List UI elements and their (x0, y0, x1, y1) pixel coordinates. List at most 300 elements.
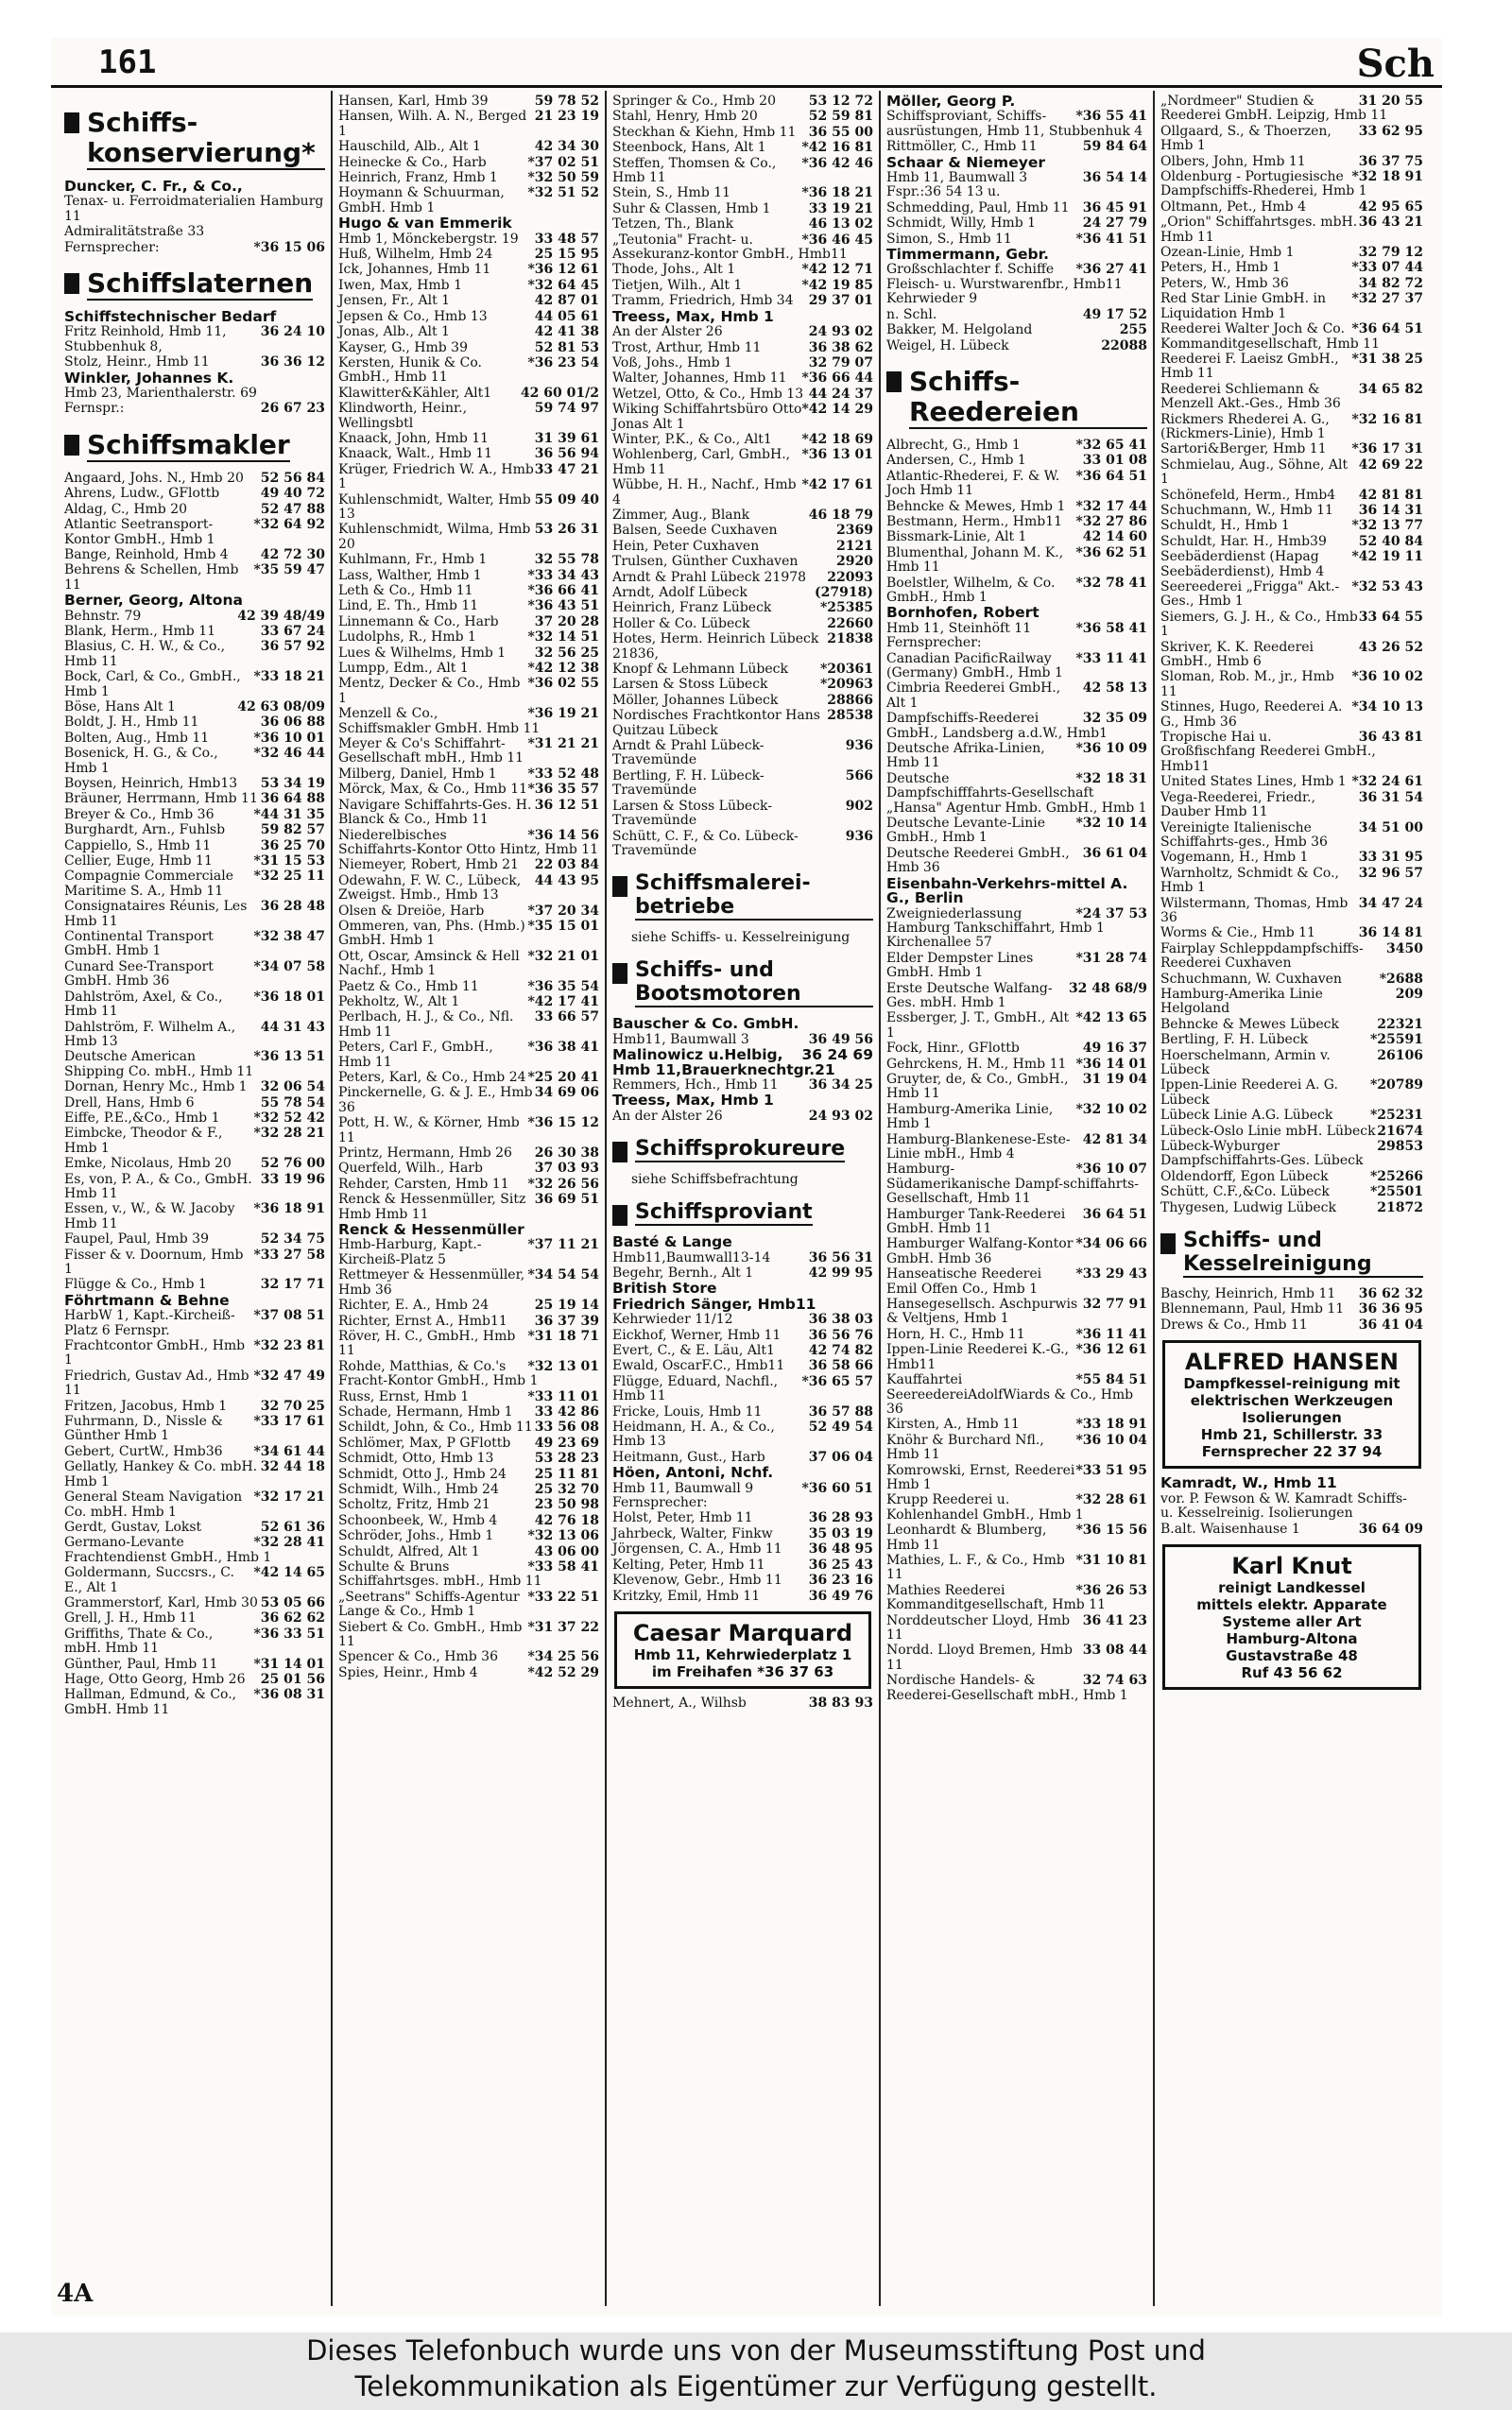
directory-entry (886, 1493, 1147, 1523)
entry-name: Schmielau, Aug., Söhne, Alt 1 (1160, 456, 1349, 488)
phone-number: 33 19 21 (808, 200, 873, 216)
entry-name: Albrecht, G., Hmb 1 (886, 437, 1021, 453)
entry-name: Hmb 1, Mönckebergstr. 19 (338, 231, 519, 247)
directory-entry (612, 694, 873, 708)
phone-number: *32 13 77 (1351, 518, 1423, 534)
entry-name: Schmidt, Otto, Hmb 13 (338, 1451, 494, 1467)
directory-entry (64, 670, 325, 699)
entry-name: Komrowski, Ernst, Reederei Hmb 1 (886, 1462, 1075, 1492)
directory-entry (338, 1178, 599, 1192)
entry-name: vor. P. Fewson & W. Kamradt Schiffs- u. Kesselreinig. Isolierungen (1160, 1490, 1407, 1522)
directory-entry (886, 1011, 1147, 1041)
directory-entry (338, 1238, 599, 1267)
directory-entry (612, 1359, 873, 1373)
directory-entry (64, 1521, 325, 1535)
phone-number: 34 65 82 (1358, 381, 1423, 397)
phone-number: 36 36 12 (260, 354, 325, 370)
directory-entry (338, 95, 599, 109)
phone-number: *36 02 55 (527, 676, 599, 692)
phone-number: 37 20 28 (534, 613, 599, 629)
directory-entry (886, 1674, 1147, 1703)
directory-entry (64, 225, 325, 239)
phone-number: 36 62 32 (1358, 1286, 1423, 1302)
entry-name: Gerdt, Gustav, Lokst (64, 1519, 202, 1535)
phone-number: 42 72 30 (260, 546, 325, 562)
entry-name: Gruyter, de, & Co., GmbH., Hmb 11 (886, 1071, 1069, 1102)
phone-number: 53 26 31 (534, 522, 599, 538)
phone-number: 25 01 56 (260, 1671, 325, 1687)
section-marker-icon (612, 876, 627, 897)
directory-entry (886, 339, 1147, 353)
entry-name: Malinowicz u.Helbig, Hmb 11,Brauerknechtgr.21 (612, 1046, 835, 1078)
phone-number: *32 17 44 (1075, 498, 1147, 514)
advertisement-box (614, 1611, 871, 1689)
directory-entry (1160, 775, 1423, 789)
entry-name: Fernspr.: (64, 401, 125, 417)
entry-name: Reederei Schliemann & Menzell Akt.-Ges., Hmb 36 (1160, 381, 1341, 412)
phone-number: 36 41 04 (1358, 1317, 1423, 1333)
phone-number: *25591 (1369, 1032, 1423, 1048)
directory-entry (1160, 1523, 1423, 1537)
directory-entry (64, 310, 325, 324)
directory-entry (886, 1644, 1147, 1673)
entry-name: Fritzen, Jacobus, Hmb 1 (64, 1398, 228, 1414)
entry-name: Thode, Johs., Alt 1 (612, 262, 736, 278)
directory-entry (64, 823, 325, 837)
directory-entry (886, 1523, 1147, 1553)
directory-entry (64, 1291, 325, 1309)
directory-entry (1160, 170, 1423, 199)
phone-number: 36 61 04 (1082, 845, 1147, 861)
entry-name: Hmb11,Baumwall13-14 (612, 1249, 771, 1265)
directory-entry (886, 1614, 1147, 1644)
directory-entry (886, 1418, 1147, 1432)
directory-entry (338, 980, 599, 994)
phone-number: 34 47 24 (1358, 895, 1423, 911)
phone-number: 3450 (1386, 940, 1423, 956)
phone-number: 25 32 70 (534, 1481, 599, 1497)
phone-number: *36 10 02 (1351, 669, 1423, 685)
phone-number: *31 18 71 (527, 1328, 599, 1344)
directory-entry (886, 1133, 1147, 1162)
phone-number: *36 66 41 (527, 583, 599, 598)
phone-number: 32 79 07 (808, 354, 873, 370)
entry-name: Bolten, Aug., Hmb 11 (64, 730, 210, 746)
section-title: Schiffs- und Bootsmotoren (635, 958, 873, 1007)
directory-entry (612, 601, 873, 615)
entry-name: Dornan, Henry Mc., Hmb 1 (64, 1079, 248, 1095)
entry-name: Remmers, Hch., Hmb 11 (612, 1076, 779, 1093)
phone-number: 59 82 57 (260, 822, 325, 838)
phone-number: *42 16 81 (801, 140, 873, 156)
phone-number: *44 31 35 (253, 806, 325, 822)
directory-entry (886, 308, 1147, 322)
phone-number: 36 37 75 (1358, 153, 1423, 169)
phone-number: 25 19 14 (534, 1298, 599, 1314)
directory-entry (338, 263, 599, 277)
directory-entry (338, 707, 599, 736)
directory-entry (612, 387, 873, 402)
phone-number: *36 41 51 (1075, 231, 1147, 247)
entry-name: Blasius, C. H. W., & Co., Hmb 11 (64, 639, 226, 669)
directory-entry (612, 1482, 873, 1511)
entry-name: Klevenow, Gebr., Hmb 11 (612, 1573, 782, 1589)
footer-line-1: Dieses Telefonbuch wurde uns von der Museumsstiftung Post und (306, 2334, 1206, 2367)
phone-number: *36 10 04 (1075, 1432, 1147, 1448)
directory-entry (1160, 1140, 1423, 1169)
entry-name: Larsen & Stoss Lübeck-Travemünde (612, 798, 773, 829)
directory-entry (64, 808, 325, 822)
entry-name: Mörck, Max, & Co., Hmb 11 (338, 782, 528, 798)
phone-number: 36 57 88 (808, 1403, 873, 1420)
phone-number: *36 11 41 (1075, 1326, 1147, 1342)
phone-number: *37 20 34 (527, 903, 599, 919)
phone-number: 43 06 00 (534, 1543, 599, 1559)
directory-entry (612, 433, 873, 447)
entry-name: Vogemann, H., Hmb 1 (1160, 850, 1309, 866)
directory-entry (612, 341, 873, 355)
directory-entry (886, 216, 1147, 231)
phone-number: 36 14 31 (1358, 502, 1423, 518)
directory-entry (338, 630, 599, 645)
phone-number: *42 12 38 (527, 661, 599, 677)
phone-number: *31 10 81 (1075, 1552, 1147, 1568)
directory-entry (612, 1093, 873, 1108)
entry-name: Tenax- u. Ferroidmaterialien Hamburg 11 (64, 194, 324, 224)
entry-name: Niemeyer, Robert, Hmb 21 (338, 857, 519, 873)
phone-number: *25501 (1369, 1184, 1423, 1200)
directory-entry (338, 920, 599, 949)
phone-number: *42 17 61 (801, 477, 873, 493)
directory-entry (64, 1460, 325, 1489)
entry-name: Klawitter&Kähler, Alt1 (338, 385, 492, 401)
entry-name: Atlantic Seetransport-Kontor GmbH., Hmb 1 (64, 517, 215, 547)
entry-name: Hallman, Edmund, & Co., GmbH. Hmb 11 (64, 1687, 237, 1717)
phone-number: 22321 (1377, 1016, 1423, 1032)
entry-name: Fairplay Schleppdampfschiffs-Reederei Cuxhaven (1160, 940, 1364, 972)
phone-number: 42 95 65 (1358, 198, 1423, 215)
phone-number: 25 11 81 (534, 1466, 599, 1482)
phone-number: 52 81 53 (534, 339, 599, 355)
directory-entry (886, 1298, 1147, 1327)
phone-number: *32 64 45 (527, 277, 599, 293)
directory-entry (1160, 215, 1423, 245)
directory-entry (886, 546, 1147, 576)
directory-entry (338, 140, 599, 154)
phone-number: 32 74 63 (1082, 1673, 1147, 1689)
directory-entry (1160, 641, 1423, 670)
phone-number: 22 03 84 (534, 857, 599, 873)
phone-number: 52 61 36 (260, 1519, 325, 1535)
entry-name: Tropische Hai u. Großfischfang Reederei GmbH., Hmb11 (1160, 730, 1376, 774)
phone-number: *2688 (1379, 971, 1423, 987)
phone-number: 49 40 72 (260, 486, 325, 502)
phone-number: *34 10 13 (1351, 699, 1423, 715)
directory-entry (612, 586, 873, 600)
entry-name: Hmb 11, Baumwall 3 Fspr.:36 54 13 u. (886, 170, 1028, 200)
directory-entry (886, 153, 1147, 171)
entry-name: Red Star Linie GmbH. in Liquidation Hmb 1 (1160, 291, 1326, 321)
directory-entry (338, 1010, 599, 1040)
entry-name: Schütt, C. F., & Co. Lübeck-Travemünde (612, 828, 799, 858)
entry-name: Heinrich, Franz, Hmb 1 (338, 170, 498, 186)
phone-number: 42 74 82 (808, 1343, 873, 1358)
directory-entry (886, 1162, 1147, 1206)
directory-entry (338, 402, 599, 431)
phone-number: 36 28 93 (808, 1510, 873, 1526)
directory-entry (1160, 292, 1423, 321)
phone-number: 37 03 93 (534, 1161, 599, 1177)
phone-number: *32 27 86 (1075, 513, 1147, 529)
directory-entry (886, 530, 1147, 544)
entry-name: Weigel, H. Lübeck (886, 337, 1009, 353)
directory-entry (338, 799, 599, 828)
entry-name: „Orion" Schiffahrtsges. mbH. Hmb 11 (1160, 215, 1358, 245)
phone-number: *36 23 54 (527, 354, 599, 370)
phone-number: 52 34 75 (260, 1231, 325, 1248)
directory-entry (886, 622, 1147, 651)
entry-name: Fisser & v. Doornum, Hmb 1 (64, 1247, 244, 1277)
entry-name: Drews & Co., Hmb 11 (1160, 1317, 1308, 1333)
directory-entry (612, 1558, 873, 1573)
directory-entry (64, 777, 325, 791)
directory-entry (338, 783, 599, 797)
column-1 (59, 91, 333, 2306)
entry-name: Rittmöller, C., Hmb 11 (886, 139, 1038, 155)
directory-entry (1160, 973, 1423, 987)
phone-number: *32 24 61 (1351, 774, 1423, 790)
entry-name: Friedrich, Gustav Ad., Hmb 11 (64, 1368, 249, 1399)
phone-number: 21 23 19 (534, 109, 599, 125)
phone-number: *32 13 06 (527, 1528, 599, 1544)
entry-name: Pott, H. W., & Körner, Hmb 11 (338, 1115, 520, 1145)
directory-entry (64, 960, 325, 990)
entry-name: Schlömer, Max, P GFlottb (338, 1435, 511, 1451)
directory-entry (64, 1309, 325, 1338)
phone-number: 43 26 52 (1358, 639, 1423, 655)
phone-number: *32 21 01 (527, 948, 599, 964)
phone-number: 209 (1395, 986, 1423, 1002)
entry-name: Andersen, C., Hmb 1 (886, 453, 1026, 469)
entry-name: Jonas, Alb., Alt 1 (338, 324, 450, 340)
directory-entry (886, 652, 1147, 681)
section-title: Schiffs-Reedereien (909, 367, 1147, 429)
entry-name: Kuhlenschmidt, Walter, Hmb 13 (338, 491, 531, 522)
directory-entry (612, 1078, 873, 1093)
phone-number: *20361 (819, 662, 873, 678)
phone-number: 46 18 79 (808, 507, 873, 523)
phone-number: 21838 (827, 631, 873, 647)
directory-entry (1160, 1287, 1423, 1301)
phone-number: 36 43 81 (1358, 730, 1423, 746)
phone-number: 44 31 43 (260, 1019, 325, 1035)
phone-number: *33 29 43 (1075, 1266, 1147, 1282)
entry-name: Hanseatische Reederei Emil Offen Co., Hmb 1 (886, 1266, 1042, 1297)
entry-name: Böse, Hans Alt 1 (64, 698, 176, 714)
entry-name: Bakker, M. Helgoland (886, 322, 1033, 338)
entry-name: Simon, S., Hmb 11 (886, 231, 1012, 247)
phone-number: 33 48 57 (534, 231, 599, 247)
column-3 (607, 91, 881, 2306)
entry-name: Hein, Peter Cuxhaven (612, 538, 760, 554)
directory-entry (1160, 353, 1423, 382)
entry-name: Richter, Ernst A., Hmb11 (338, 1313, 507, 1329)
phone-number: 36 64 51 (1082, 1206, 1147, 1222)
directory-page (51, 38, 1442, 2315)
phone-number: 36 25 70 (260, 837, 325, 853)
entry-name: Sloman, Rob. M., jr., Hmb 11 (1160, 669, 1334, 699)
directory-entry (1160, 611, 1423, 640)
directory-entry (886, 907, 1147, 951)
phone-number: *32 52 42 (253, 1110, 325, 1126)
directory-entry (64, 1202, 325, 1231)
directory-entry (886, 952, 1147, 981)
directory-entry (1160, 1049, 1423, 1078)
phone-number: 936 (845, 828, 873, 844)
directory-entry (612, 95, 873, 109)
entry-name: Milberg, Daniel, Hmb 1 (338, 766, 497, 782)
directory-entry (64, 1445, 325, 1459)
entry-name: Bertling, F. H. Lübeck-Travemünde (612, 767, 765, 799)
directory-entry (64, 1627, 325, 1657)
phone-number: *34 07 58 (253, 958, 325, 974)
directory-entry (612, 1574, 873, 1588)
phone-number: *42 52 29 (527, 1664, 599, 1680)
entry-name: Siebert & Co. GmbH., Hmb 11 (338, 1619, 523, 1650)
phone-number: *32 23 81 (253, 1338, 325, 1354)
directory-columns (59, 91, 1442, 2306)
phone-number: *33 22 51 (527, 1589, 599, 1605)
phone-number: *36 13 51 (253, 1049, 325, 1065)
phone-number: *32 14 51 (527, 629, 599, 646)
entry-name: Steffen, Thomsen & Co., Hmb 11 (612, 155, 777, 186)
advertisement-box (1162, 1544, 1421, 1690)
directory-entry (1160, 95, 1423, 124)
phone-number: 31 39 61 (534, 430, 599, 446)
phone-number: 36 55 00 (808, 124, 873, 140)
phone-number: *32 28 61 (1075, 1492, 1147, 1508)
phone-number: *36 55 41 (1075, 109, 1147, 125)
directory-entry (612, 371, 873, 386)
directory-entry (338, 523, 599, 552)
directory-entry (1160, 504, 1423, 518)
entry-name: Ewald, OscarF.C., Hmb11 (612, 1358, 785, 1374)
directory-entry (612, 1375, 873, 1404)
entry-name: Mehnert, A., Wilhsb (612, 1695, 747, 1711)
directory-entry (886, 263, 1147, 306)
entry-name: Schildt, John, & Co., Hmb 11 (338, 1420, 533, 1436)
directory-entry (64, 1596, 325, 1610)
entry-name: Vereinigte Italienische Schiffahrts-ges., Hmb 36 (1160, 819, 1328, 850)
phone-number: 36 49 76 (808, 1588, 873, 1604)
directory-entry (886, 874, 1147, 907)
section-heading (64, 268, 325, 301)
directory-entry (338, 553, 599, 567)
directory-entry (64, 1415, 325, 1444)
entry-name: Goldermann, Succsrs., C. E., Alt 1 (64, 1565, 234, 1595)
directory-entry (64, 241, 325, 255)
entry-name: Deutsche American Shipping Co. mbH., Hmb 11 (64, 1049, 254, 1079)
entry-name: Cellier, Euge, Hmb 11 (64, 853, 213, 869)
entry-name: Deutsche Levante-Linie GmbH., Hmb 1 (886, 816, 1045, 846)
phone-number: *33 18 21 (253, 669, 325, 685)
directory-entry (338, 1086, 599, 1115)
entry-name: Springer & Co., Hmb 20 (612, 94, 776, 109)
phone-number: *33 51 95 (1075, 1462, 1147, 1478)
entry-name: Grell, J. H., Hmb 11 (64, 1610, 197, 1627)
directory-entry (1160, 867, 1423, 896)
phone-number: 36 64 88 (260, 791, 325, 807)
entry-name: Drell, Hans, Hmb 6 (64, 1094, 195, 1110)
phone-number: 902 (845, 798, 873, 814)
phone-number: 32 77 91 (1082, 1297, 1147, 1313)
entry-name: Schmidt, Willy, Hmb 1 (886, 215, 1037, 232)
phone-number: 32 06 54 (260, 1079, 325, 1095)
entry-name: Behncke & Mewes, Hmb 1 (886, 498, 1066, 514)
phone-number: *37 08 51 (253, 1308, 325, 1324)
directory-entry (338, 310, 599, 324)
directory-entry (64, 371, 325, 386)
entry-name: Duncker, C. Fr., & Co., (64, 178, 243, 195)
directory-entry (1160, 1302, 1423, 1317)
entry-name: Reederei F. Laeisz GmbH., Hmb 11 (1160, 351, 1339, 382)
phone-number: 33 62 95 (1358, 123, 1423, 139)
entry-name: Thygesen, Ludwig Lübeck (1160, 1199, 1336, 1215)
directory-entry (612, 1295, 873, 1313)
directory-entry (1160, 731, 1423, 774)
directory-entry (612, 632, 873, 662)
entry-name: Erste Deutsche Walfang-Ges. mbH. Hmb 1 (886, 980, 1053, 1010)
entry-name: Gellatly, Hankey & Co. mbH. Hmb 1 (64, 1459, 258, 1489)
entry-name: Fernsprecher: (64, 239, 160, 255)
entry-name: Hansen, Wilh. A. N., Berged 1 (338, 109, 527, 139)
entry-name: Renck & Hessenmüller (338, 1221, 524, 1239)
directory-entry (338, 677, 599, 706)
directory-entry (612, 294, 873, 308)
directory-entry (338, 904, 599, 919)
phone-number: 59 78 52 (534, 94, 599, 109)
entry-name: Fock, Hinr., GFlottb (886, 1041, 1020, 1057)
entry-name: Wübbe, H. H., Nachf., Hmb 4 (612, 477, 797, 508)
entry-name: Querfeld, Wilh., Harb (338, 1161, 483, 1177)
entry-name: Canadian PacificRailway (Germany) GmbH., Hmb 1 (886, 650, 1063, 680)
entry-name: Nordische Handels- & Reederei-Gesellschaft mbH., Hmb 1 (886, 1673, 1128, 1703)
directory-entry (1160, 155, 1423, 169)
phone-number: 42 60 01/2 (520, 385, 599, 401)
directory-entry (1160, 1492, 1423, 1522)
ad-line: Caesar Marquard (632, 1619, 853, 1646)
directory-entry (338, 216, 599, 231)
entry-name: Oldendorff, Egon Lübeck (1160, 1168, 1329, 1184)
phone-number: *32 28 41 (253, 1535, 325, 1551)
section-heading (612, 958, 873, 1007)
directory-entry (612, 739, 873, 768)
directory-entry (886, 712, 1147, 741)
phone-number: 32 79 12 (1358, 245, 1423, 261)
phone-number: 26106 (1377, 1047, 1423, 1063)
entry-name: Hansen, Karl, Hmb 39 (338, 94, 489, 109)
phone-number: 33 19 96 (260, 1171, 325, 1187)
entry-name: Schiffstechnischer Bedarf (64, 308, 277, 326)
phone-number: 38 83 93 (808, 1695, 873, 1711)
directory-entry (1160, 700, 1423, 730)
phone-number: 36 12 51 (534, 797, 599, 813)
entry-name: Schuchmann, W. Cuxhaven (1160, 971, 1342, 987)
phone-number: 42 58 13 (1082, 680, 1147, 697)
entry-name: Krupp Reederei u. Kohlenhandel GmbH., Hmb 1 (886, 1492, 1084, 1523)
directory-entry (64, 1173, 325, 1202)
directory-entry (1160, 1170, 1423, 1184)
